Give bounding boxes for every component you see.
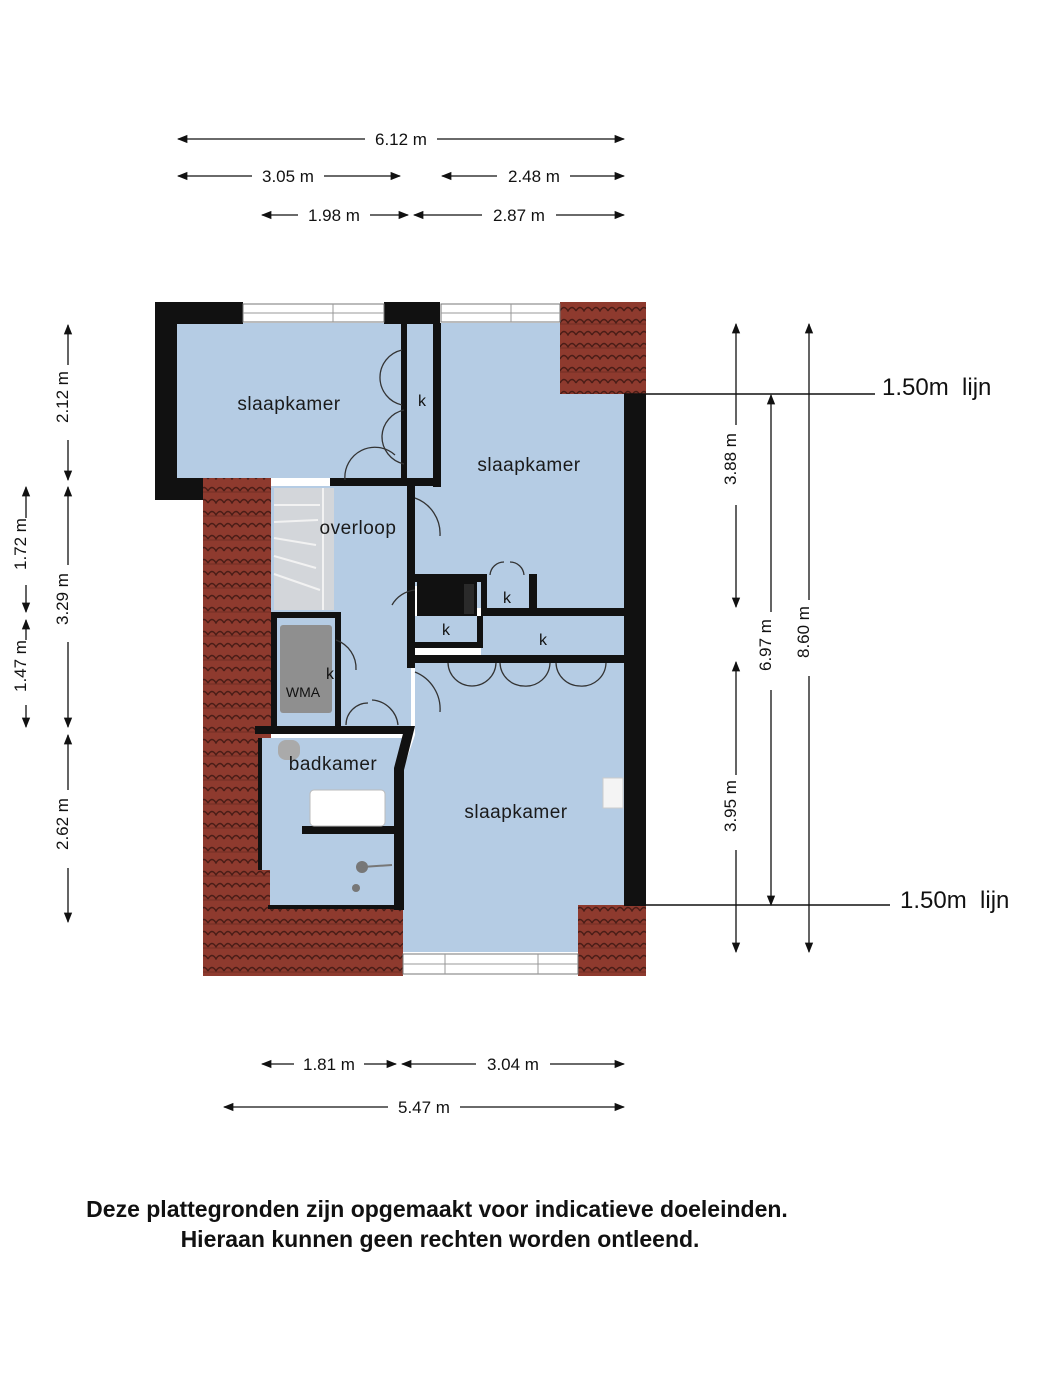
label-bedroom-top-left: slaapkamer <box>237 394 341 415</box>
dim-bottom-total: 5.47 m <box>398 1098 450 1117</box>
label-closet-4: k <box>539 632 547 649</box>
dim-left-mid-a: 1.72 m <box>11 518 30 570</box>
label-bedroom-bottom: slaapkamer <box>464 802 568 823</box>
label-closet-3: k <box>442 622 450 639</box>
disclaimer <box>86 1196 788 1252</box>
radiator <box>603 778 623 808</box>
label-closet-5: k <box>326 666 334 683</box>
bottom-dimensions <box>224 1055 624 1117</box>
dim-right-lower: 3.95 m <box>721 780 740 832</box>
label-bedroom-top-right: slaapkamer <box>477 455 581 476</box>
dim-top-mid-left: 1.98 m <box>308 206 360 225</box>
label-wma: WMA <box>285 684 321 700</box>
top-dimensions <box>178 130 624 225</box>
height-lines <box>624 374 1009 914</box>
label-closet-2: k <box>503 590 511 607</box>
dim-top-right: 2.48 m <box>508 167 560 186</box>
label-landing: overloop <box>319 518 397 539</box>
dim-bottom-right: 3.04 m <box>487 1055 539 1074</box>
dim-bottom-left: 1.81 m <box>303 1055 355 1074</box>
dim-left-mid-b: 3.29 m <box>53 573 72 625</box>
dim-left-lower: 2.62 m <box>53 798 72 850</box>
dim-top-total: 6.12 m <box>375 130 427 149</box>
dim-top-mid-right: 2.87 m <box>493 206 545 225</box>
dim-left-upper: 2.12 m <box>53 371 72 423</box>
right-dimensions <box>721 324 813 952</box>
label-bathroom: badkamer <box>288 754 378 775</box>
line-lower-label: 1.50m lijn <box>900 887 1010 914</box>
disclaimer-line-2: Hieraan kunnen geen rechten worden ontleend. <box>180 1226 700 1252</box>
dim-right-total: 8.60 m <box>794 606 813 658</box>
dim-left-mid-c: 1.47 m <box>11 640 30 692</box>
dim-top-left: 3.05 m <box>262 167 314 186</box>
staircase <box>274 488 334 610</box>
line-upper-label: 1.50m lijn <box>882 374 992 401</box>
dim-right-upper: 3.88 m <box>721 433 740 485</box>
disclaimer-line-1: Deze plattegronden zijn opgemaakt voor indicatieve doeleinden. <box>86 1196 788 1222</box>
closet-detail <box>464 584 474 614</box>
label-closet-1: k <box>418 393 426 410</box>
left-dimensions <box>11 325 72 922</box>
dim-right-mid: 6.97 m <box>756 619 775 671</box>
